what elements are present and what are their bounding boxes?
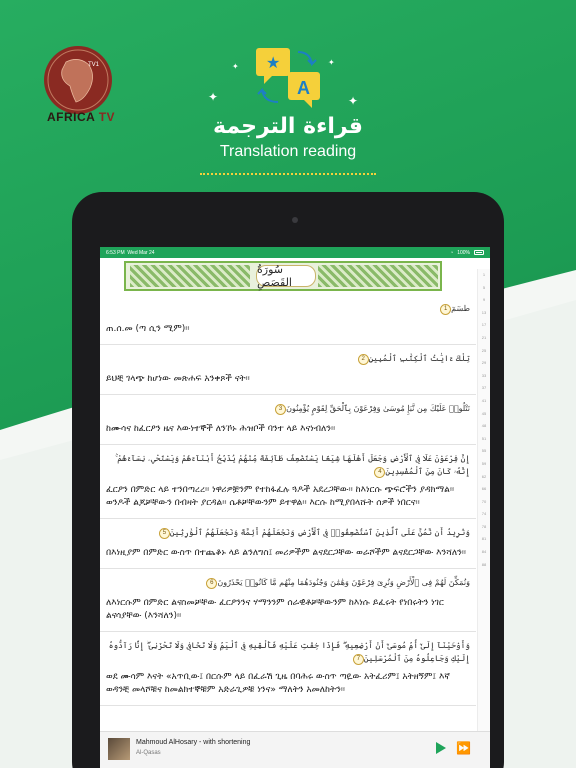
verse-index-mark[interactable]: 55 — [481, 448, 487, 454]
sparkle-icon: ✦ — [328, 58, 335, 67]
verse-item[interactable] — [100, 569, 476, 632]
verse-translation: ፈርዖን በምድር ላይ ተንበጣረረ፡፡ ነዋሪዎቿንም የተከፋፈሉ ጓዶች አደረጋቸው፡፡ ከእነርሱ ጭፍሮችን ያዳክማል፡፡ ወንዶች ልጆቻቸውን በብዛት ያርዳል፡፡ ሴቶቻቸውንም ይተዋል፡፡ እርሱ ከሚያበላሹት ሰዎች ነበርና፡፡ — [106, 485, 455, 508]
fast-forward-icon[interactable]: ⏩ — [456, 741, 471, 755]
hero-title-english: Translation reading — [219, 143, 357, 160]
brand-name: AFRICA TV — [46, 110, 116, 124]
verse-index-mark[interactable]: 1 — [482, 272, 486, 277]
verse-translation: በእነዚያም በምድር ውስጥ በተጨቆኑ ላይ ልንለግስ፤ መሪዎችም ልናደርጋቸው ወራሾችም ልናደርጋቸው እንሻለን፡፡ — [106, 548, 467, 558]
logo-emblem-text: TV1 — [88, 62, 100, 68]
svg-text:A: A — [297, 78, 310, 98]
verse-translation: ወደ ሙሳም እናት «አጥቢው፤ በርሱም ላይ በፈራሽ ጊዜ በባሕሩ ውስጥ ጣዪው አትፈሪም፤ አትዘኝም፤ እኛ ወዳንቺ መላሾቹና ከመልክተኞቹም አድራጊዎቹ ነንና» ማለትን አመለከትን፡፡ — [106, 672, 451, 695]
verse-index-mark[interactable]: 29 — [481, 360, 487, 366]
verse-arabic-text: تِلْكَ ءَايَٰتُ ٱلْكِتَٰبِ ٱلْمُبِينِ — [368, 354, 470, 363]
svg-text:★: ★ — [266, 53, 281, 72]
verse-index-mark[interactable]: 25 — [481, 347, 487, 353]
verse-index-mark[interactable]: 66 — [481, 486, 487, 492]
hero-divider — [200, 173, 376, 175]
verse-arabic — [106, 573, 470, 591]
verse-index-mark[interactable]: 21 — [481, 334, 487, 340]
verse-index-mark[interactable]: 74 — [481, 511, 487, 517]
status-date: Wed Mar 24 — [127, 249, 155, 256]
verse-arabic — [106, 449, 470, 478]
verse-number-badge: 6 — [206, 578, 217, 589]
sparkle-icon: ✦ — [232, 62, 239, 71]
verse-number-badge: 7 — [353, 654, 364, 665]
verse-translation: ጠ.ሰ.መ (ጣ ሲን ሚም)፡፡ — [106, 324, 190, 334]
verse-item[interactable] — [100, 345, 476, 395]
verse-arabic-text: طسٓمٓ — [451, 304, 470, 313]
audio-player — [100, 731, 490, 768]
verse-index-mark[interactable]: 33 — [481, 372, 487, 378]
verse-number-badge: 2 — [358, 354, 369, 365]
verse-arabic-text: وَأَوْحَيْنَآ إِلَىٰٓ أُمِّ مُوسَىٰٓ أَنْ أَرْضِعِيهِ ۖ فَإِذَا خِفْتِ عَلَيْهِ فَأَلْقِيهِ فِى ٱلْيَمِّ وَلَا تَخَافِى وَلَا تَحْزَنِىٓ ۖ إِنَّا رَآدُّوهُ إِلَيْكِ وَجَاعِلُوهُ مِنَ ٱلْمُرْسَلِينَ — [108, 641, 470, 663]
verse-index-mark[interactable]: 9 — [482, 297, 486, 303]
banner-ornament — [318, 265, 438, 287]
verse-arabic — [106, 299, 470, 317]
verse-index-mark[interactable]: 48 — [481, 423, 487, 429]
verse-index-mark[interactable]: 5 — [482, 284, 486, 290]
verse-index-mark[interactable]: 70 — [481, 498, 487, 504]
verse-index-mark[interactable]: 13 — [481, 309, 487, 315]
wifi-icon: ◔ — [450, 249, 454, 256]
verse-index-mark[interactable]: 37 — [481, 385, 487, 391]
verse-item[interactable] — [100, 632, 476, 706]
reciter-name: Mahmoud AlHosary - with shortening — [136, 739, 251, 746]
verse-item[interactable] — [100, 295, 476, 345]
verse-number-badge: 3 — [275, 404, 286, 415]
verse-item[interactable] — [100, 395, 476, 445]
battery-percent: 100% — [457, 249, 470, 256]
player-surah: Al-Qasas — [136, 750, 161, 756]
verse-arabic-text: وَنُرِيدُ أَن نَّمُنَّ عَلَى ٱلَّذِينَ ٱسْتُضْعِفُوا۟ فِى ٱلْأَرْضِ وَنَجْعَلَهُمْ أَئِمَّةً وَنَجْعَلَهُمُ ٱلْوَٰرِثِينَ — [169, 528, 470, 537]
status-time: 6:53 PM — [106, 249, 125, 256]
verse-index-mark[interactable]: 51 — [481, 435, 487, 441]
sparkle-icon: ✦ — [208, 90, 219, 104]
sparkle-icon: ✦ — [348, 94, 359, 108]
verse-number-badge: 5 — [159, 528, 170, 539]
surah-banner — [124, 261, 442, 291]
verse-index-mark[interactable]: 84 — [481, 549, 487, 555]
banner-ornament — [130, 265, 250, 287]
translate-icon — [254, 44, 324, 110]
status-bar — [100, 247, 490, 258]
verse-index-scrollbar[interactable] — [477, 269, 490, 739]
surah-title: سُورَةُ القَصَصِ — [256, 265, 316, 287]
verse-arabic-text: وَنُمَكِّنَ لَهُمْ فِى ٱلْأَرْضِ وَنُرِىَ فِرْعَوْنَ وَهَٰمَٰنَ وَجُنُودَهُمَا مِنْهُم مَّا كَانُوا۟ يَحْذَرُونَ — [217, 578, 470, 587]
verse-arabic — [106, 636, 470, 665]
reciter-avatar — [108, 738, 130, 760]
battery-icon — [474, 250, 484, 255]
verse-number-badge: 4 — [374, 467, 385, 478]
verse-translation: ለእነርሱም በምድር ልናስመቻቸው ፈርዖንንና ሃማንንም ሰራዊቶቻቸውንም ከእነሱ ይፈሩት የነበሩትን ነገር ልናሳያቸው (እንሻለን)፡፡ — [106, 598, 444, 621]
app-screen — [100, 247, 490, 768]
play-icon[interactable] — [436, 742, 446, 754]
africa-tv-logo — [42, 44, 114, 116]
verse-index-mark[interactable]: 78 — [481, 523, 487, 529]
verse-index-mark[interactable]: 59 — [481, 460, 487, 466]
verse-index-mark[interactable]: 88 — [481, 561, 487, 567]
verse-index-mark[interactable]: 41 — [481, 397, 487, 403]
verse-translation: ይህቺ ገላጭ ከሆነው መጽሐፍ አንቀጾች ናት፡፡ — [106, 374, 250, 384]
verse-number-badge: 1 — [440, 304, 451, 315]
verse-list — [100, 295, 476, 706]
verse-arabic-text: نَتْلُوا۟ عَلَيْكَ مِن نَّبَإِ مُوسَىٰ وَفِرْعَوْنَ بِٱلْحَقِّ لِقَوْمٍ يُؤْمِنُونَ — [286, 404, 470, 413]
verse-index-mark[interactable]: 81 — [481, 536, 487, 542]
verse-index-mark[interactable]: 62 — [481, 473, 487, 479]
verse-item[interactable] — [100, 445, 476, 519]
verse-item[interactable] — [100, 519, 476, 569]
verse-arabic — [106, 523, 470, 541]
verse-index-mark[interactable]: 17 — [481, 322, 487, 328]
verse-arabic — [106, 399, 470, 417]
tablet-camera — [292, 217, 298, 223]
verse-translation: ከሙሳና ከፈርዖን ዜና እውነተኞች ለንኾኑ ሕዝቦች ባንተ ላይ እናነብለን፡፡ — [106, 424, 336, 434]
verse-arabic-text: إِنَّ فِرْعَوْنَ عَلَا فِى ٱلْأَرْضِ وَجَعَلَ أَهْلَهَا شِيَعًا يَسْتَضْعِفُ طَآئِفَةً مِّنْهُمْ يُذَبِّحُ أَبْنَآءَهُمْ وَيَسْتَحْىِۦ نِسَآءَهُمْ ۚ إِنَّهُۥ كَانَ مِنَ ٱلْمُفْسِدِينَ — [115, 454, 470, 476]
verse-index-mark[interactable]: 45 — [481, 410, 487, 416]
verse-arabic — [106, 349, 470, 367]
hero-title-arabic: قراءة الترجمة — [213, 114, 363, 139]
